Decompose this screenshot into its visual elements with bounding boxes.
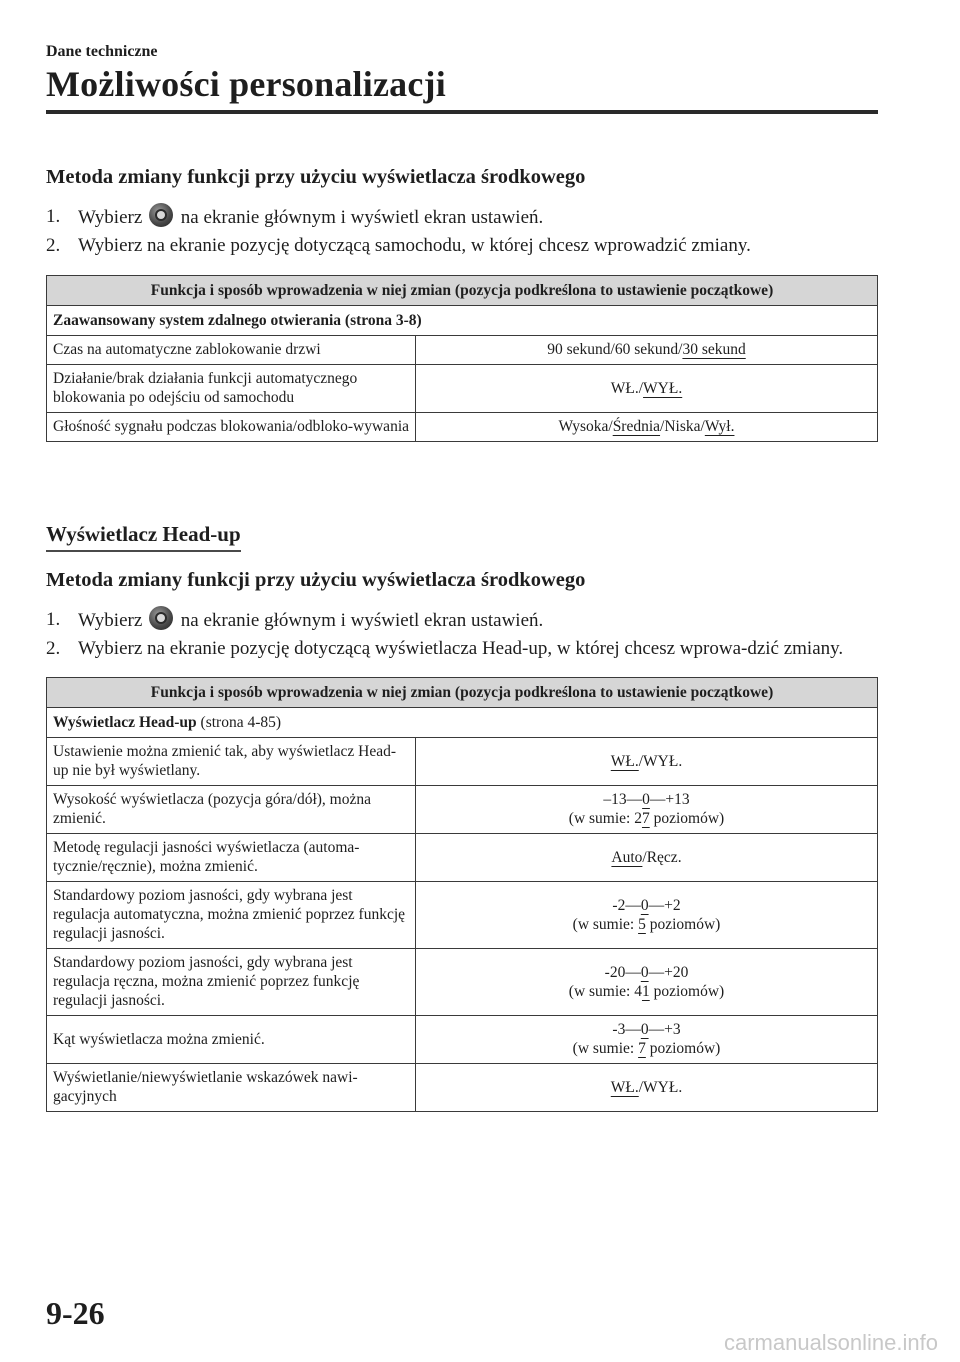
settings-table <box>46 275 878 442</box>
default-value: 30 sekund <box>682 341 746 358</box>
watermark: carmanualsonline.info <box>723 1330 938 1355</box>
value-cell: WŁ./WYŁ. <box>416 1064 878 1112</box>
function-cell: Standardowy poziom jasności, gdy wybrana jest regulacja automatyczna, można zmienić poprzez funkcję regulacji jasności. <box>47 882 416 949</box>
steps-list <box>46 606 878 663</box>
function-cell: Działanie/brak działania funkcji automatycznego blokowania po odejściu od samochodu <box>47 365 416 413</box>
page-header <box>46 42 878 106</box>
method-heading: Metoda zmiany funkcji przy użyciu wyświetlacza środkowego <box>46 569 586 591</box>
default-value: WŁ. <box>610 1078 639 1096</box>
default-value: 0 <box>640 963 649 981</box>
step-number: 1. <box>46 609 61 630</box>
section-central-display <box>46 163 878 442</box>
table-row <box>47 413 878 442</box>
page-title: Możliwości personalizacji <box>46 64 446 104</box>
function-cell: Standardowy poziom jasności, gdy wybrana jest regulacja ręczna, można zmienić poprzez funkcję regulacji jasności. <box>47 949 416 1016</box>
default-value: 0 <box>640 896 649 914</box>
function-cell: Głośność sygnału podczas blokowania/odbloko-wywania <box>47 413 416 442</box>
step-text: na ekranie głównym i wyświetl ekran ustawień. <box>180 610 544 631</box>
function-cell: Wysokość wyświetlacza (pozycja góra/dół), można zmienić. <box>47 786 416 834</box>
step-text: Wybierz na ekranie pozycję dotyczącą wyświetlacza Head-up, w której chcesz wprowa-dzić zmiany. <box>78 638 844 659</box>
value-cell: -2—0—+2 (w sumie: 5 poziomów) <box>416 882 878 949</box>
step-text: Wybierz <box>78 207 143 228</box>
page-number: 9-26 <box>46 1295 105 1331</box>
step-number: 1. <box>46 206 61 227</box>
table-row <box>47 834 878 882</box>
settings-gear-icon <box>149 606 173 630</box>
settings-gear-icon <box>149 203 173 227</box>
step-text: na ekranie głównym i wyświetl ekran ustawień. <box>180 207 544 228</box>
default-value: WŁ. <box>610 752 639 770</box>
value-cell: Wysoka/Średnia/Niska/Wył. <box>416 413 878 442</box>
table-row <box>47 1064 878 1112</box>
function-cell: Metodę regulacji jasności wyświetlacza (automa-tycznie/ręcznie), można zmienić. <box>47 834 416 882</box>
table-row <box>47 365 878 413</box>
value-cell: -3—0—+3 (w sumie: 7 poziomów) <box>416 1016 878 1064</box>
step-number: 2. <box>46 235 61 256</box>
table-header: Funkcja i sposób wprowadzenia w niej zmian (pozycja podkreślona to ustawienie początkowe) <box>47 678 878 708</box>
steps-list <box>46 203 878 260</box>
value-cell: 90 sekund/60 sekund/30 sekund <box>416 336 878 365</box>
default-value: WYŁ. <box>643 379 683 397</box>
table-subheader: Zaawansowany system zdalnego otwierania (strona 3-8) <box>47 306 878 336</box>
default-value: Średnia <box>612 418 661 435</box>
table-header: Funkcja i sposób wprowadzenia w niej zmian (pozycja podkreślona to ustawienie początkowe) <box>47 276 878 306</box>
table-row <box>47 949 878 1016</box>
table-row <box>47 336 878 365</box>
step-number: 2. <box>46 638 61 659</box>
header-rule <box>46 110 878 114</box>
value-cell: -20—0—+20 (w sumie: 41 poziomów) <box>416 949 878 1016</box>
default-value: 0 <box>640 1021 649 1038</box>
function-cell: Kąt wyświetlacza można zmienić. <box>47 1016 416 1064</box>
function-cell: Ustawienie można zmienić tak, aby wyświetlacz Head-up nie był wyświetlany. <box>47 738 416 786</box>
step-1 <box>46 203 878 232</box>
function-cell: Wyświetlanie/niewyświetlanie wskazówek nawi-gacyjnych <box>47 1064 416 1112</box>
underlined-value: Wył. <box>704 418 735 435</box>
section-label: Dane techniczne <box>46 43 158 60</box>
value-cell: WŁ./WYŁ. <box>416 365 878 413</box>
value-cell: WŁ./WYŁ. <box>416 738 878 786</box>
default-value: 0 <box>642 791 650 808</box>
function-cell: Czas na automatyczne zablokowanie drzwi <box>47 336 416 365</box>
table-subheader: Wyświetlacz Head-up (strona 4-85) <box>47 708 878 738</box>
value-cell: Auto/Ręcz. <box>416 834 878 882</box>
default-value: Auto <box>611 848 643 866</box>
section-title: Wyświetlacz Head-up <box>46 520 241 552</box>
step-2 <box>46 635 878 663</box>
step-text: Wybierz <box>78 610 143 631</box>
step-1 <box>46 606 878 635</box>
step-2 <box>46 232 878 260</box>
table-row <box>47 786 878 834</box>
section-head-up-display <box>46 520 878 1112</box>
value-cell: –13—0—+13 (w sumie: 27 poziomów) <box>416 786 878 834</box>
table-row <box>47 882 878 949</box>
settings-table <box>46 677 878 1112</box>
table-row <box>47 738 878 786</box>
method-heading: Metoda zmiany funkcji przy użyciu wyświetlacza środkowego <box>46 166 586 188</box>
table-row <box>47 1016 878 1064</box>
step-text: Wybierz na ekranie pozycję dotyczącą samochodu, w której chcesz wprowadzić zmiany. <box>78 235 751 256</box>
